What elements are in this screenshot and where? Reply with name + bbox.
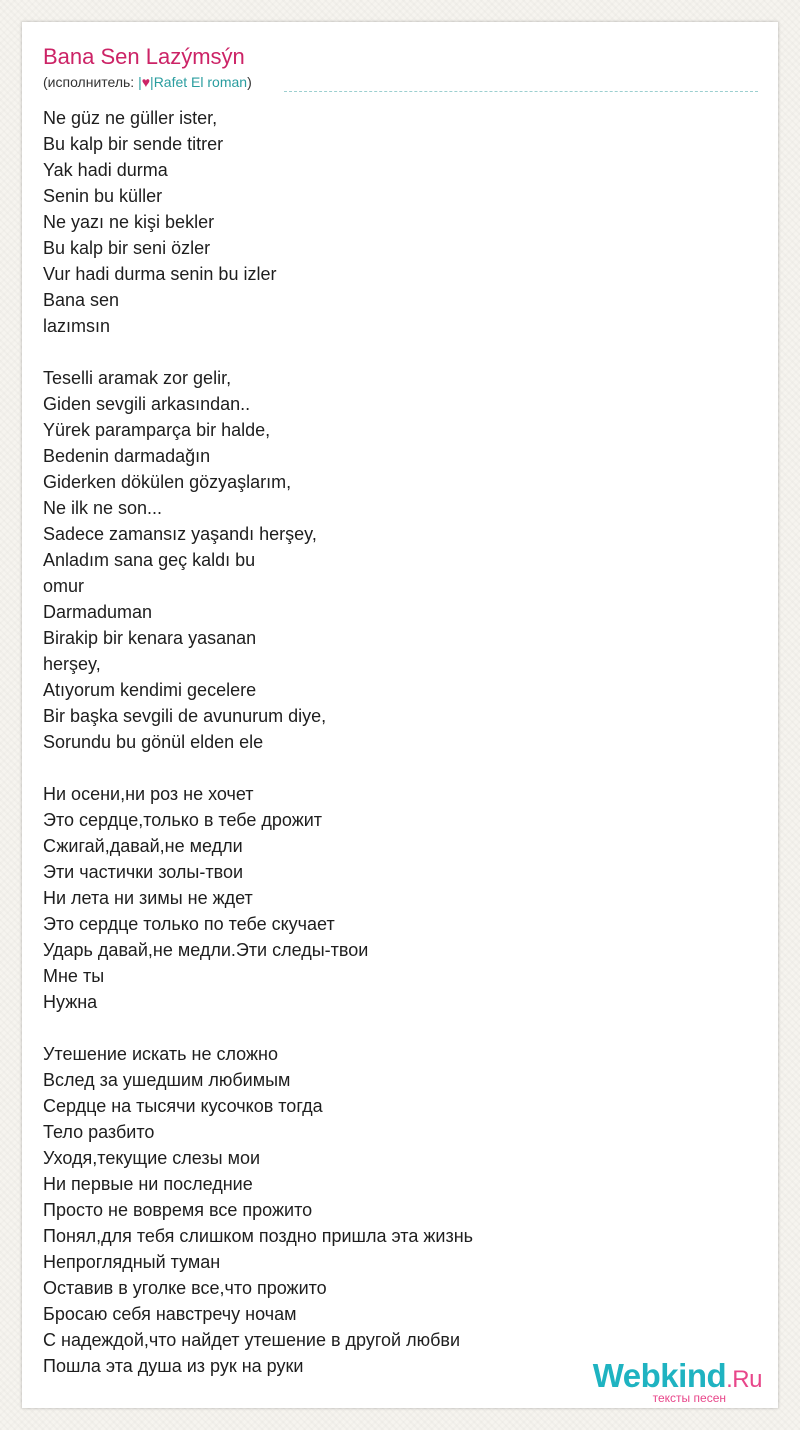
- lyric-line: Оставив в уголке все,что прожито: [43, 1278, 327, 1298]
- lyric-line: Ne ilk ne son...: [43, 498, 163, 518]
- watermark-domain: .Ru: [726, 1366, 762, 1393]
- lyric-line: Нужна: [43, 992, 98, 1012]
- lyric-line: Сердце на тысячи кусочков тогда: [43, 1096, 323, 1116]
- lyric-line: Giderken dökülen gözyaşlarım,: [43, 472, 292, 492]
- lyric-line: Ударь давай,не медли.Эти следы-твои: [43, 940, 369, 960]
- lyric-line: Bana sen: [43, 290, 120, 310]
- lyric-line: herşey,: [43, 654, 101, 674]
- lyric-line: Уходя,текущие слезы мои: [43, 1148, 261, 1168]
- lyric-line: Bir başka sevgili de avunurum diye,: [43, 706, 327, 726]
- lyric-line: Sorundu bu gönül elden ele: [43, 732, 264, 752]
- lyrics-text: [43, 105, 473, 1379]
- stanza-break: [43, 1015, 473, 1041]
- lyric-line: Giden sevgili arkasından..: [43, 394, 251, 414]
- webkind-watermark: [570, 1358, 770, 1404]
- lyric-line: Bedenin darmadağın: [43, 446, 211, 466]
- lyric-line: Это сердце,только в тебе дрожит: [43, 810, 323, 830]
- lyric-line: Сжигай,давай,не медли: [43, 836, 243, 856]
- watermark-brand: Webkind: [592, 1357, 727, 1394]
- lyric-line: Bu kalp bir sende titrer: [43, 134, 224, 154]
- lyric-line: Тело разбито: [43, 1122, 155, 1142]
- lyric-line: Ни осени,ни роз не хочет: [43, 784, 254, 804]
- lyric-line: Эти частички золы-твои: [43, 862, 244, 882]
- lyric-line: Мне ты: [43, 966, 105, 986]
- lyric-line: Yürek paramparça bir halde,: [43, 420, 271, 440]
- lyric-line: Это сердце только по тебе скучает: [43, 914, 335, 934]
- artist-suffix: ): [247, 74, 252, 90]
- song-title: Bana Sen Lazýmsýn: [43, 44, 245, 69]
- lyric-line: Bu kalp bir seni özler: [43, 238, 211, 258]
- lyric-line: Ни лета ни зимы не ждет: [43, 888, 253, 908]
- lyrics-card: [22, 22, 778, 1408]
- artist-separator-left: |: [138, 74, 142, 90]
- lyric-line: Вслед за ушедшим любимым: [43, 1070, 291, 1090]
- lyric-line: Ни первые ни последние: [43, 1174, 253, 1194]
- artist-separator-right: |: [150, 74, 154, 90]
- heart-icon[interactable]: ♥: [141, 74, 151, 90]
- lyric-line: Anladım sana geç kaldı bu: [43, 550, 256, 570]
- lyric-line: Atıyorum kendimi gecelere: [43, 680, 257, 700]
- artist-line: [43, 72, 252, 92]
- lyric-line: Yak hadi durma: [43, 160, 168, 180]
- lyric-line: Ne güz ne güller ister,: [43, 108, 218, 128]
- lyric-line: Понял,для тебя слишком поздно пришла эта жизнь: [43, 1226, 474, 1246]
- artist-prefix: (исполнитель:: [43, 74, 139, 90]
- lyric-line: Vur hadi durma senin bu izler: [43, 264, 277, 284]
- lyric-line: С надеждой,что найдет утешение в другой любви: [43, 1330, 461, 1350]
- lyric-line: Бросаю себя навстречу ночам: [43, 1304, 297, 1324]
- artist-link[interactable]: Rafet El roman: [153, 74, 248, 90]
- lyric-line: Sadece zamansız yaşandı herşey,: [43, 524, 317, 544]
- lyric-line: Birakip bir kenara yasanan: [43, 628, 257, 648]
- lyric-line: Senin bu küller: [43, 186, 163, 206]
- lyric-line: lazımsın: [43, 316, 111, 336]
- lyric-line: omur: [43, 576, 85, 596]
- lyric-line: Утешение искать не сложно: [43, 1044, 278, 1064]
- lyric-line: Просто не вовремя все прожито: [43, 1200, 313, 1220]
- lyric-line: Darmaduman: [43, 602, 153, 622]
- stanza-break: [43, 339, 473, 365]
- lyric-line: Teselli aramak zor gelir,: [43, 368, 232, 388]
- lyric-line: Непроглядный туман: [43, 1252, 221, 1272]
- title-divider: [284, 91, 758, 92]
- stanza-break: [43, 755, 473, 781]
- lyric-line: Ne yazı ne kişi bekler: [43, 212, 215, 232]
- lyric-line: Пошла эта душа из рук на руки: [43, 1356, 304, 1376]
- watermark-tagline: тексты песен: [652, 1391, 726, 1405]
